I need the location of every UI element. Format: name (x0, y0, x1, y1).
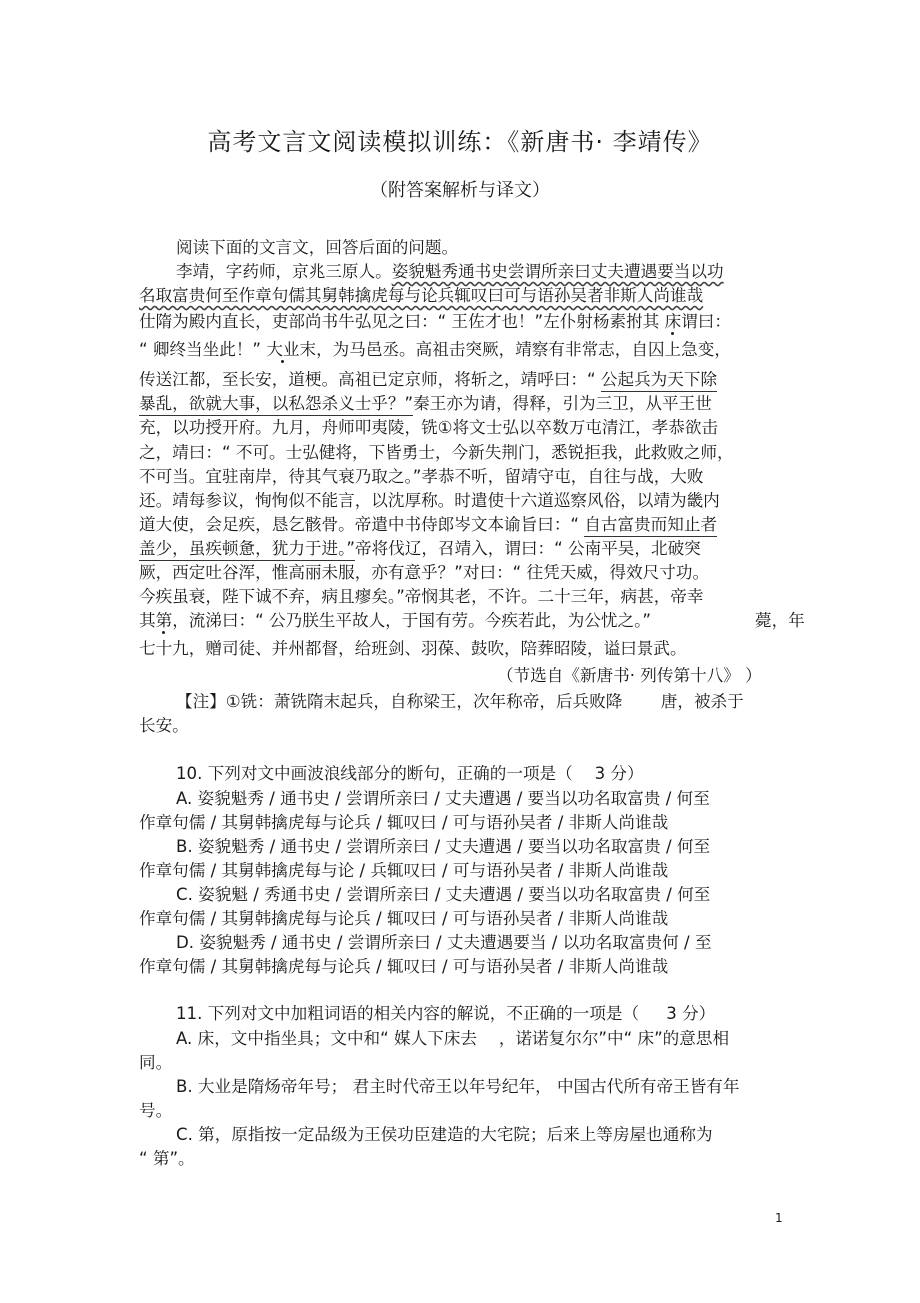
passage-text: ，年 (771, 611, 805, 630)
passage-text: “ 卿终当坐此！” (139, 340, 267, 359)
bold-term-di: 第 (155, 611, 173, 630)
underlined-text: 公起兵为天下除 (601, 370, 717, 392)
passage-line (755, 609, 805, 633)
source-citation: （节选自《新唐书· 列传第十八》 ） (497, 666, 762, 685)
document-subtitle: （附答案解析与译文） (370, 180, 550, 201)
passage-text: 其 (139, 611, 156, 630)
passage-text: 帝将伐辽，召靖入，谓曰：“ 公南平吴，北破突 (355, 539, 701, 558)
passage-text: 秦王亦为请，得释，引为三卫，从平王世 (413, 394, 712, 413)
question-11-option-c: C. 第，原指按一定品级为王侯功臣建造的大宅院；后来上等房屋也通称为 (176, 1125, 713, 1144)
passage-line (176, 260, 724, 284)
underlined-text: 自古富贵而知止者 (584, 515, 717, 537)
passage-line (139, 513, 717, 537)
passage-line: 不可当。宜驻南岸，待其气衰乃取之。”孝恭不听，留靖守屯，自往与战，大败 (139, 467, 704, 486)
question-10-stem: 10. 下列对文中画波浪线部分的断句，正确的一项是（ 3 分） (176, 764, 644, 783)
passage-line (139, 338, 731, 362)
question-11-option-a: A. 床，文中指坐具；文中和“ 媒人下床去 ，诺诺复尔尔”中“ 床”的意思相 (176, 1029, 730, 1048)
underlined-text: 盖少，虽疾顿惫，犹力于进。” (139, 539, 355, 561)
passage-text: 仕隋为殿内直长，吏部尚书牛弘见之曰：“ 王佐才也！”左仆射杨素拊其 (139, 312, 660, 331)
question-10-option-d: 作章句儒 / 其舅韩擒虎每与论兵 / 辄叹曰 / 可与语孙吴者 / 非斯人尚谁哉 (139, 957, 669, 976)
question-11-option-a: 同。 (139, 1053, 173, 1072)
passage-text: 薨 (755, 611, 772, 630)
document-title: 高考文言文阅读模拟训练：《新唐书· 李靖传》 (207, 128, 713, 156)
passage-line (139, 537, 701, 561)
passage-line: 七十九，赠司徒、并州都督，给班剑、羽葆、鼓吹，陪葬昭陵，谥曰景武。 (139, 639, 687, 658)
question-11-option-c: “ 第”。 (139, 1149, 195, 1168)
passage-text: 道大使，会足疾，恳乞骸骨。帝遣中书侍郎岑文本谕旨曰：“ (139, 515, 585, 534)
question-11-option-b: B. 大业是隋炀帝年号； 君主时代帝王以年号纪年， 中国古代所有帝王皆有年 (176, 1077, 740, 1096)
passage-text: ，流涕曰：“ 公乃朕生平故人，于国有劳。今疾若此，为公忧之。” (172, 611, 651, 630)
question-10-option-c: 作章句儒 / 其舅韩擒虎每与论兵 / 辄叹曰 / 可与语孙吴者 / 非斯人尚谁哉 (139, 909, 669, 928)
passage-line (139, 368, 717, 392)
page-number: 1 (775, 1211, 783, 1225)
wavy-underlined-text: 名取富贵何至作章句儒其舅韩擒虎每与论兵辄叹曰可与语孙吴者非斯人尚谁哉 (139, 286, 704, 305)
question-10-option-d: D. 姿貌魁秀 / 通书史 / 尝谓所亲曰 / 丈夫遭遇要当 / 以功名取富贵何 / 至 (176, 933, 712, 952)
passage-line: 厥，西定吐谷浑，惟高丽未服，亦有意乎？”对曰：“ 往凭天威，得效尺寸功。 (139, 563, 710, 582)
passage-line (139, 392, 712, 416)
passage-line: 还。靖每参议，恂恂似不能言，以沈厚称。时遣使十六道巡察风俗，以靖为畿内 (139, 491, 720, 510)
wavy-underlined-text: 姿貌魁秀通书史尝谓所亲曰丈夫遭遇要当以功 (391, 262, 724, 281)
question-11-option-b: 号。 (139, 1101, 173, 1120)
question-10-option-b: 作章句儒 / 其舅韩擒虎每与论 / 兵辄叹曰 / 可与语孙吴者 / 非斯人尚谁哉 (139, 861, 669, 880)
passage-text: 末，为马邑丞。高祖击突厥，靖察有非常志，自囚上急变， (299, 340, 731, 359)
passage-line: 之，靖曰：“ 不可。士弘健将，下皆勇士，今新失荆门，悉锐拒我，此救败之师， (139, 443, 734, 462)
passage-text: 谓曰： (681, 312, 731, 331)
bold-term-chuang: 床 (664, 312, 682, 331)
question-10-option-a: 作章句儒 / 其舅韩擒虎每与论兵 / 辄叹曰 / 可与语孙吴者 / 非斯人尚谁哉 (139, 813, 669, 832)
passage-line (139, 284, 703, 308)
passage-line: 充，以功授开府。九月，舟师叩夷陵，铣①将文士弘以卒数万屯清江，孝恭欲击 (139, 418, 719, 437)
question-10-option-a: A. 姿貌魁秀 / 通书史 / 尝谓所亲曰 / 丈夫遭遇 / 要当以功名取富贵 / 何至 (176, 789, 710, 808)
passage-line (139, 310, 731, 334)
passage-line: 今疾虽衰，陛下诚不弃，病且瘳矣。”帝悯其老，不许。二十三年，病甚，帝幸 (139, 587, 704, 606)
bold-term-daye: 大业 (266, 340, 300, 359)
passage-line (139, 609, 651, 633)
passage-intro: 阅读下面的文言文，回答后面的问题。 (176, 238, 459, 257)
footnote: 【注】①铣：萧铣隋末起兵，自称梁王，次年称帝，后兵败降 唐，被杀于 (176, 692, 744, 711)
question-10-option-c: C. 姿貌魁 / 秀通书史 / 尝谓所亲曰 / 丈夫遭遇 / 要当以功名取富贵 / 何至 (176, 885, 711, 904)
passage-text: 李靖，字药师，京兆三原人。 (176, 262, 392, 281)
question-10-option-b: B. 姿貌魁秀 / 通书史 / 尝谓所亲曰 / 丈夫遭遇 / 要当以功名取富贵 / 何至 (176, 837, 711, 856)
passage-text: 传送江都，至长安，道梗。高祖已定京师，将斩之，靖呼曰：“ (139, 370, 601, 389)
underlined-text: 暴乱，欲就大事，以私怨杀义士乎？” (139, 394, 413, 416)
question-11-stem: 11. 下列对文中加粗词语的相关内容的解说，不正确的一项是（ 3 分） (176, 1004, 716, 1023)
footnote: 长安。 (139, 716, 189, 735)
